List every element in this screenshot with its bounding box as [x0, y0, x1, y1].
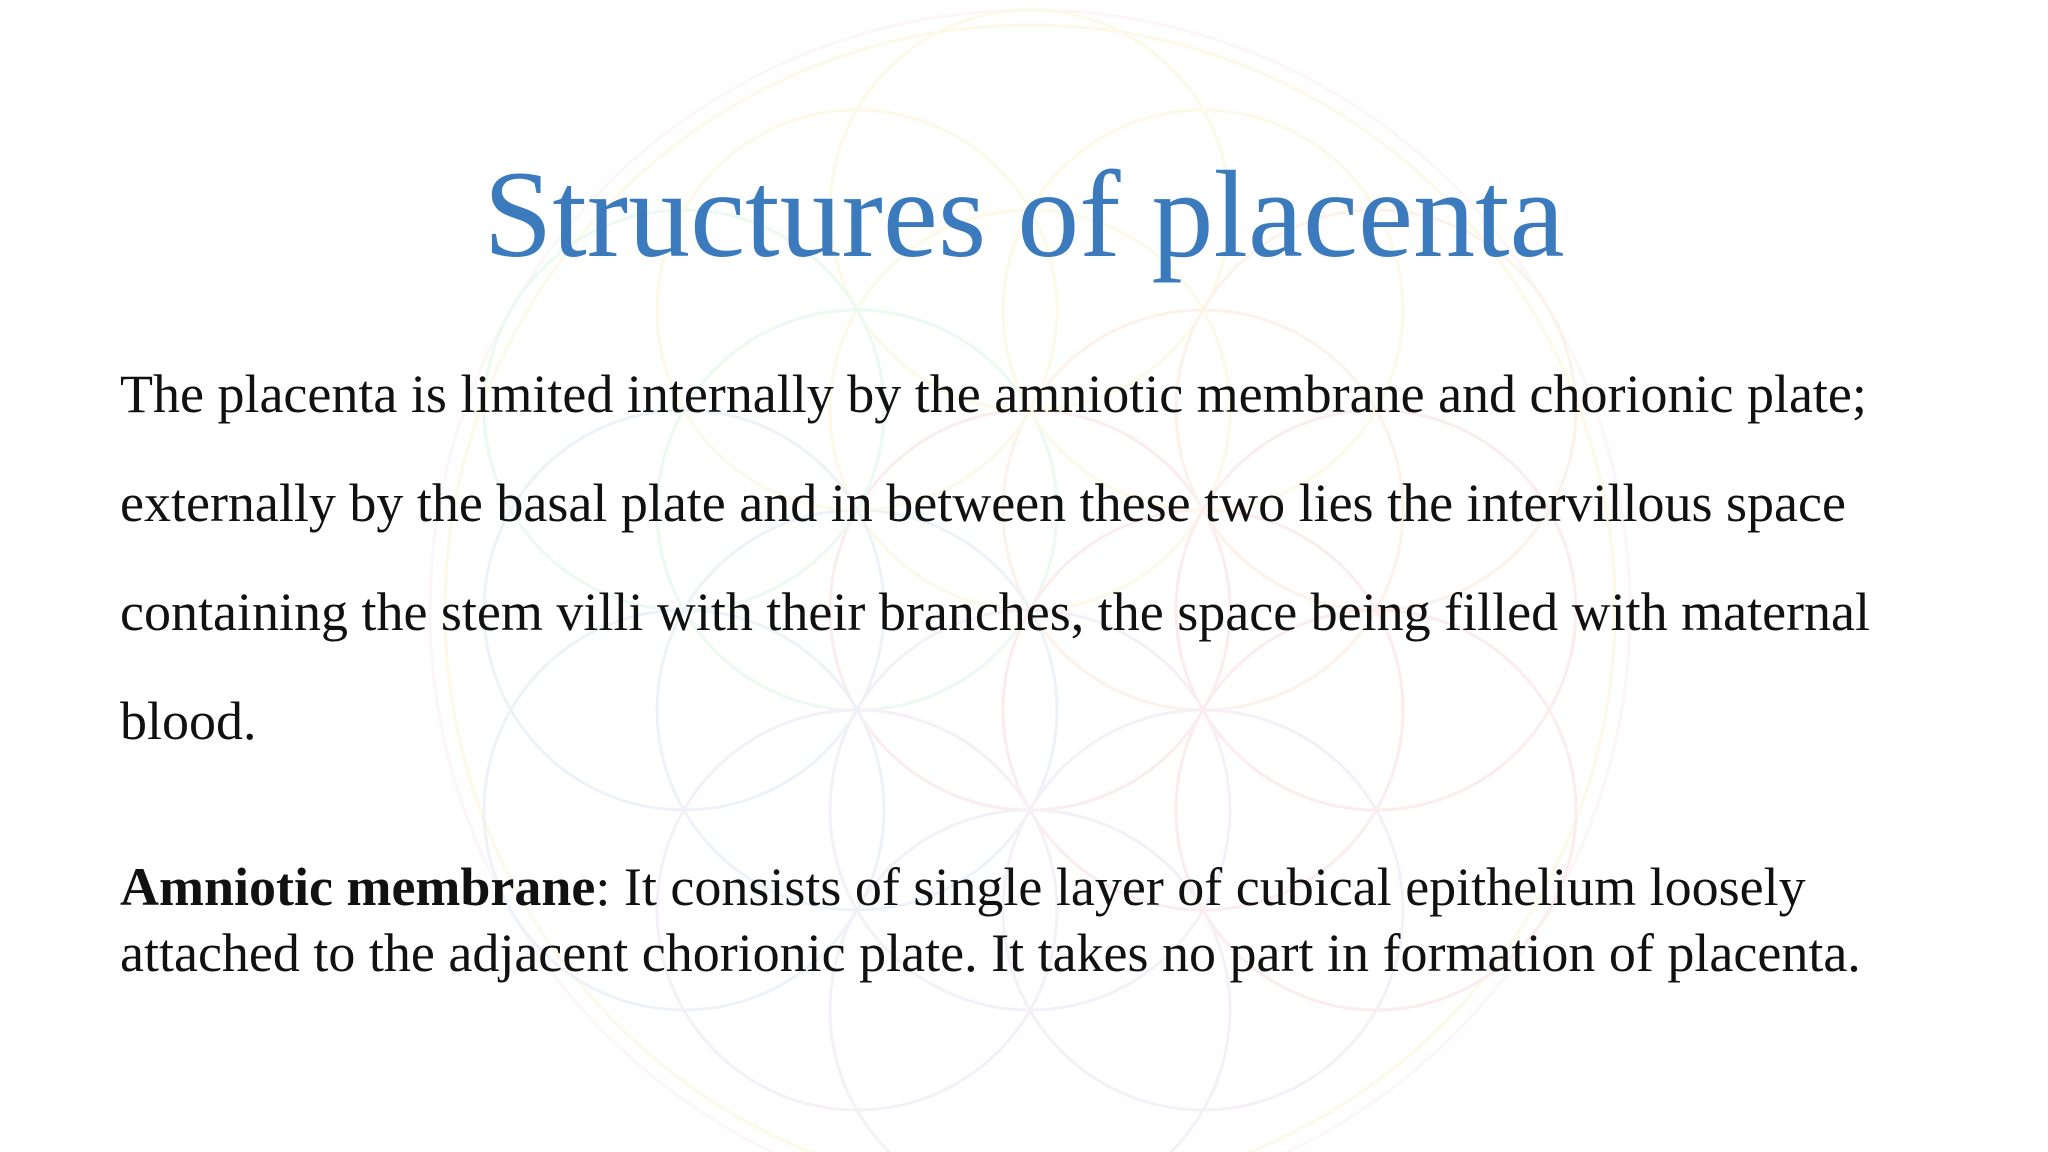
- paragraph-amniotic-membrane: [120, 854, 1950, 986]
- slide-title: Structures of placenta: [483, 146, 1565, 283]
- term-amniotic-membrane: Amniotic membrane: [120, 857, 596, 917]
- paragraph-placenta-limits: The placenta is limited internally by the amniotic membrane and chorionic plate; externally by the basal plate and in between these two lies the intervillous space containing the stem villi with their branches, the space being filled with maternal blood.: [120, 364, 1870, 751]
- amniotic-membrane-description: : It consists of single layer of cubical epithelium loosely attached to the adjacent chorionic plate. It takes no part in formation of placenta.: [120, 857, 1861, 983]
